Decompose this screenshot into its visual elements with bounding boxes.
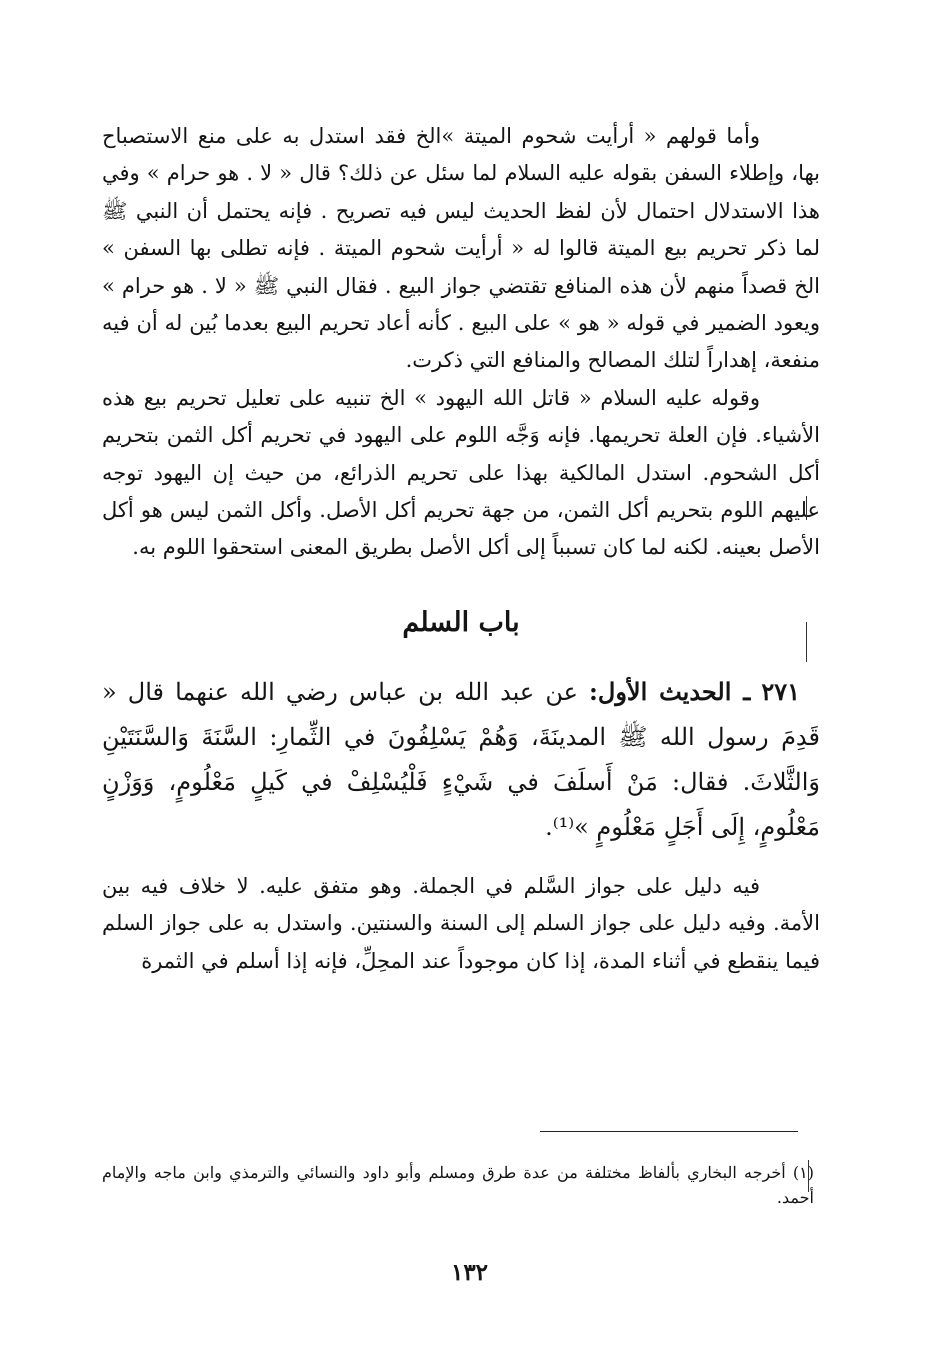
page-number: ١٣٢ xyxy=(450,1259,489,1286)
hadith-lead: ـ الحديث الأول: xyxy=(589,676,751,706)
hadith-paragraph xyxy=(102,669,820,850)
hadith-text: عن عبد الله بن عباس رضي الله عنهما قال « قَدِمَ رسول الله ﷺ المدينَةَ، وَهُمْ يَسْلِفُونَ في الثِّمارِ: السَّنَةَ وَالسَّنَتَيْنِ وَالثَّلاثَ. فقال: مَنْ أَسلَفَ في شَيْءٍ فَلْيُسْلِفْ في كَيلٍ مَعْلُومٍ، وَوَزْنٍ مَعْلُومٍ، إِلَى أَجَلٍ مَعْلُومٍ »⁽¹⁾. xyxy=(102,677,821,841)
margin-mark-2 xyxy=(806,622,807,662)
footnote-divider xyxy=(540,1131,798,1132)
paragraph-2: وقوله عليه السلام « قاتل الله اليهود » الخ تنبيه على تعليل تحريم بيع هذه الأشياء. فإن العلة تحريمها. فإنه وَجَّه اللوم على اليهود في تحريم أكل الثمن بتحريم أكل الشحوم. استدل المالكية بهذا على تحريم الذرائع، من حيث إن اليهود توجه عليهم اللوم بتحريم أكل الثمن، من جهة تحريم أكل الأصل. وأكل الثمن ليس هو أكل الأصل بعينه. لكنه لما كان تسبباً إلى أكل الأصل بطريق المعنى استحقوا اللوم به. xyxy=(102,385,820,560)
paragraph-1: وأما قولهم « أرأيت شحوم الميتة »الخ فقد استدل به على منع الاستصباح بها، وإطلاء السفن بقوله عليه السلام لما سئل عن ذلك؟ قال « لا . هو حرام » وفي هذا الاستدلال احتمال لأن لفظ الحديث ليس فيه تصريح . فإنه يحتمل أن النبي ﷺ لما ذكر تحريم بيع الميتة قالوا له « أرأيت شحوم الميتة . فإنه تطلى بها السفن » الخ قصداً منهم لأن هذه المنافع تقتضي جواز البيع . فقال النبي ﷺ « لا . هو حرام » ويعود الضمير في قوله « هو » على البيع . كأنه أعاد تحريم البيع بعدما بُين له أن فيه منفعة، إهداراً لتلك المصالح والمنافع التي ذكرت. xyxy=(102,124,820,373)
section-title: باب السلم xyxy=(402,606,520,638)
hadith-number: ٢٧١ xyxy=(761,676,800,706)
page-body xyxy=(102,118,820,980)
commentary-paragraph: فيه دليل على جواز السَّلم في الجملة. وهو متفق عليه. لا خلاف فيه بين الأمة. وفيه دليل على جواز السلم إلى السنة والسنتين. واستدل به على جواز السلم فيما ينقطع في أثناء المدة، إذا كان موجوداً عند المحِلِّ، فإنه إذا أسلم في الثمرة xyxy=(102,873,820,973)
margin-mark-1 xyxy=(806,496,807,520)
footnote: (١) أخرجه البخاري بألفاظ مختلفة من عدة طرق ومسلم وأبو داود والنسائي والترمذي وابن ماجه والإمام أحمد. xyxy=(102,1163,814,1207)
